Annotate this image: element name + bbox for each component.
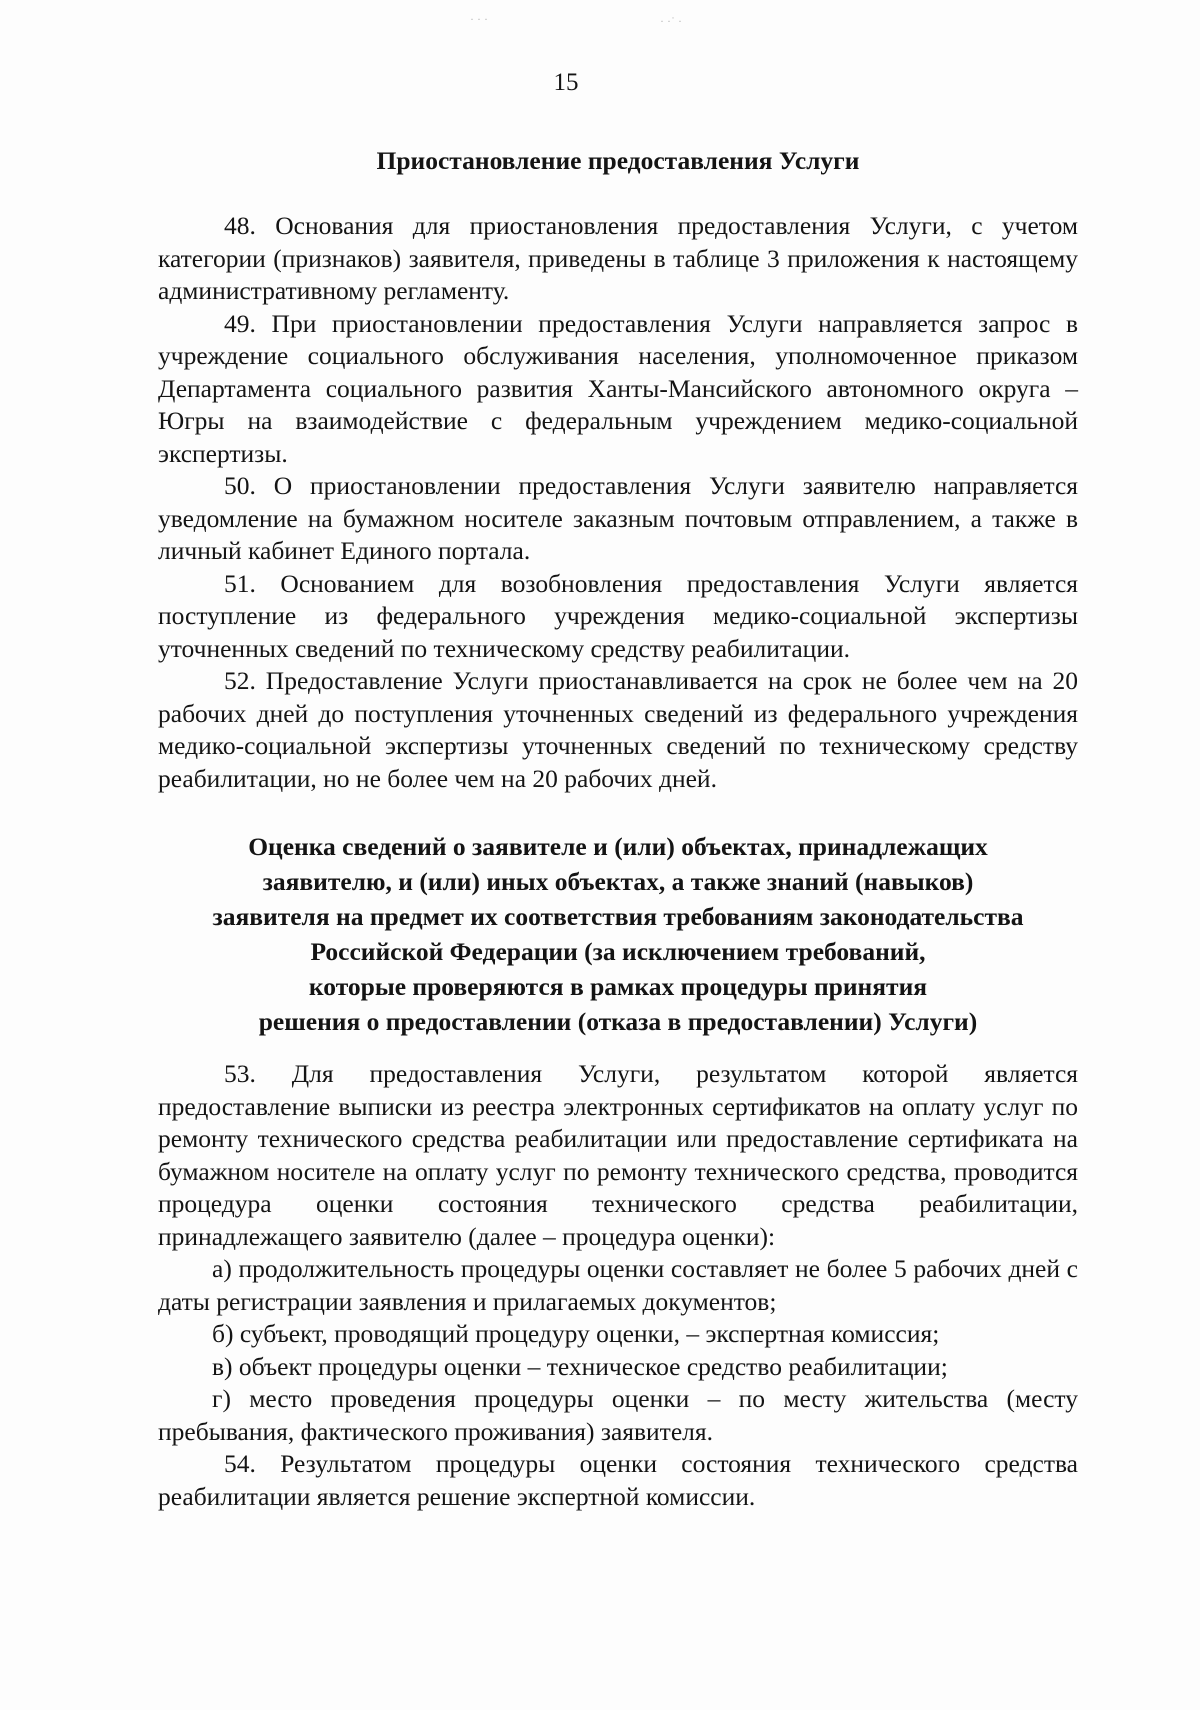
paragraph-52: 52. Предоставление Услуги приостанавливается на срок не более чем на 20 рабочих дней до поступления уточненных сведений из федерального учреждения медико-социальной экспертизы уточненных сведений по техническому средству реабилитации, но не более чем на 20 рабочих дней. [158,666,1078,793]
section-body [158,210,1078,795]
heading-line: решения о предоставлении (отказа в предоставлении) Услуги) [258,1007,978,1036]
paragraph-51: 51. Основанием для возобновления предоставления Услуги является поступление из федерального учреждения медико-социальной экспертизы уточненных сведений по техническому средству реабилитации. [158,568,1078,663]
paragraph-54: 54. Результатом процедуры оценки состояния технического средства реабилитации является решение экспертной комиссии. [158,1449,1078,1511]
heading-line: заявителя на предмет их соответствия требованиям законодательства [212,902,1024,931]
heading-line: Оценка сведений о заявителе и (или) объектах, принадлежащих [248,832,988,861]
paragraph-48: 48. Основания для приостановления предоставления Услуги, с учетом категории (признаков) заявителя, приведены в таблице 3 приложения к настоящему административному регламенту. [158,211,1078,305]
paragraph-50: 50. О приостановлении предоставления Услуги заявителю направляется уведомление на бумажном носителе заказным почтовым отправлением, а также в личный кабинет Единого портала. [158,471,1078,565]
scan-speck: · ·˙ · [660,14,682,28]
heading-line: Российской Федерации (за исключением требований, [310,937,926,966]
list-item-a: а) продолжительность процедуры оценки составляет не более 5 рабочих дней с даты регистрации заявления и прилагаемых документов; [158,1254,1078,1316]
list-item-d: г) место проведения процедуры оценки – по месту жительства (месту пребывания, фактического проживания) заявителя. [158,1384,1078,1446]
section-heading [158,829,1078,1039]
scan-speck: · · · [470,12,488,26]
heading-line: которые проверяются в рамках процедуры принятия [308,972,928,1001]
list-item-b: б) субъект, проводящий процедуру оценки, – экспертная комиссия; [212,1319,940,1348]
section-body [158,1058,1078,1513]
paragraph-49: 49. При приостановлении предоставления Услуги направляется запрос в учреждение социального обслуживания населения, уполномоченное приказом Департамента социального развития Ханты-Мансийского автономного округа – Югры на взаимодействие с федеральным учреждением медико-социальной экспертизы. [158,308,1078,468]
section-heading: Приостановление предоставления Услуги [376,146,860,175]
paragraph-53: 53. Для предоставления Услуги, результатом которой является предоставление выписки из реестра электронных сертификатов на оплату услуг по ремонту технического средства реабилитации или предоставление сертификата на бумажном носителе на оплату услуг по ремонту технического средства, проводится процедура оценки состояния технического средства реабилитации, принадлежащего заявителю (далее – процедура оценки): [158,1059,1078,1251]
heading-line: заявителю, и (или) иных объектах, а также знаний (навыков) [262,867,974,896]
page-number: 15 [553,69,579,96]
list-item-c: в) объект процедуры оценки – техническое средство реабилитации; [212,1351,948,1381]
